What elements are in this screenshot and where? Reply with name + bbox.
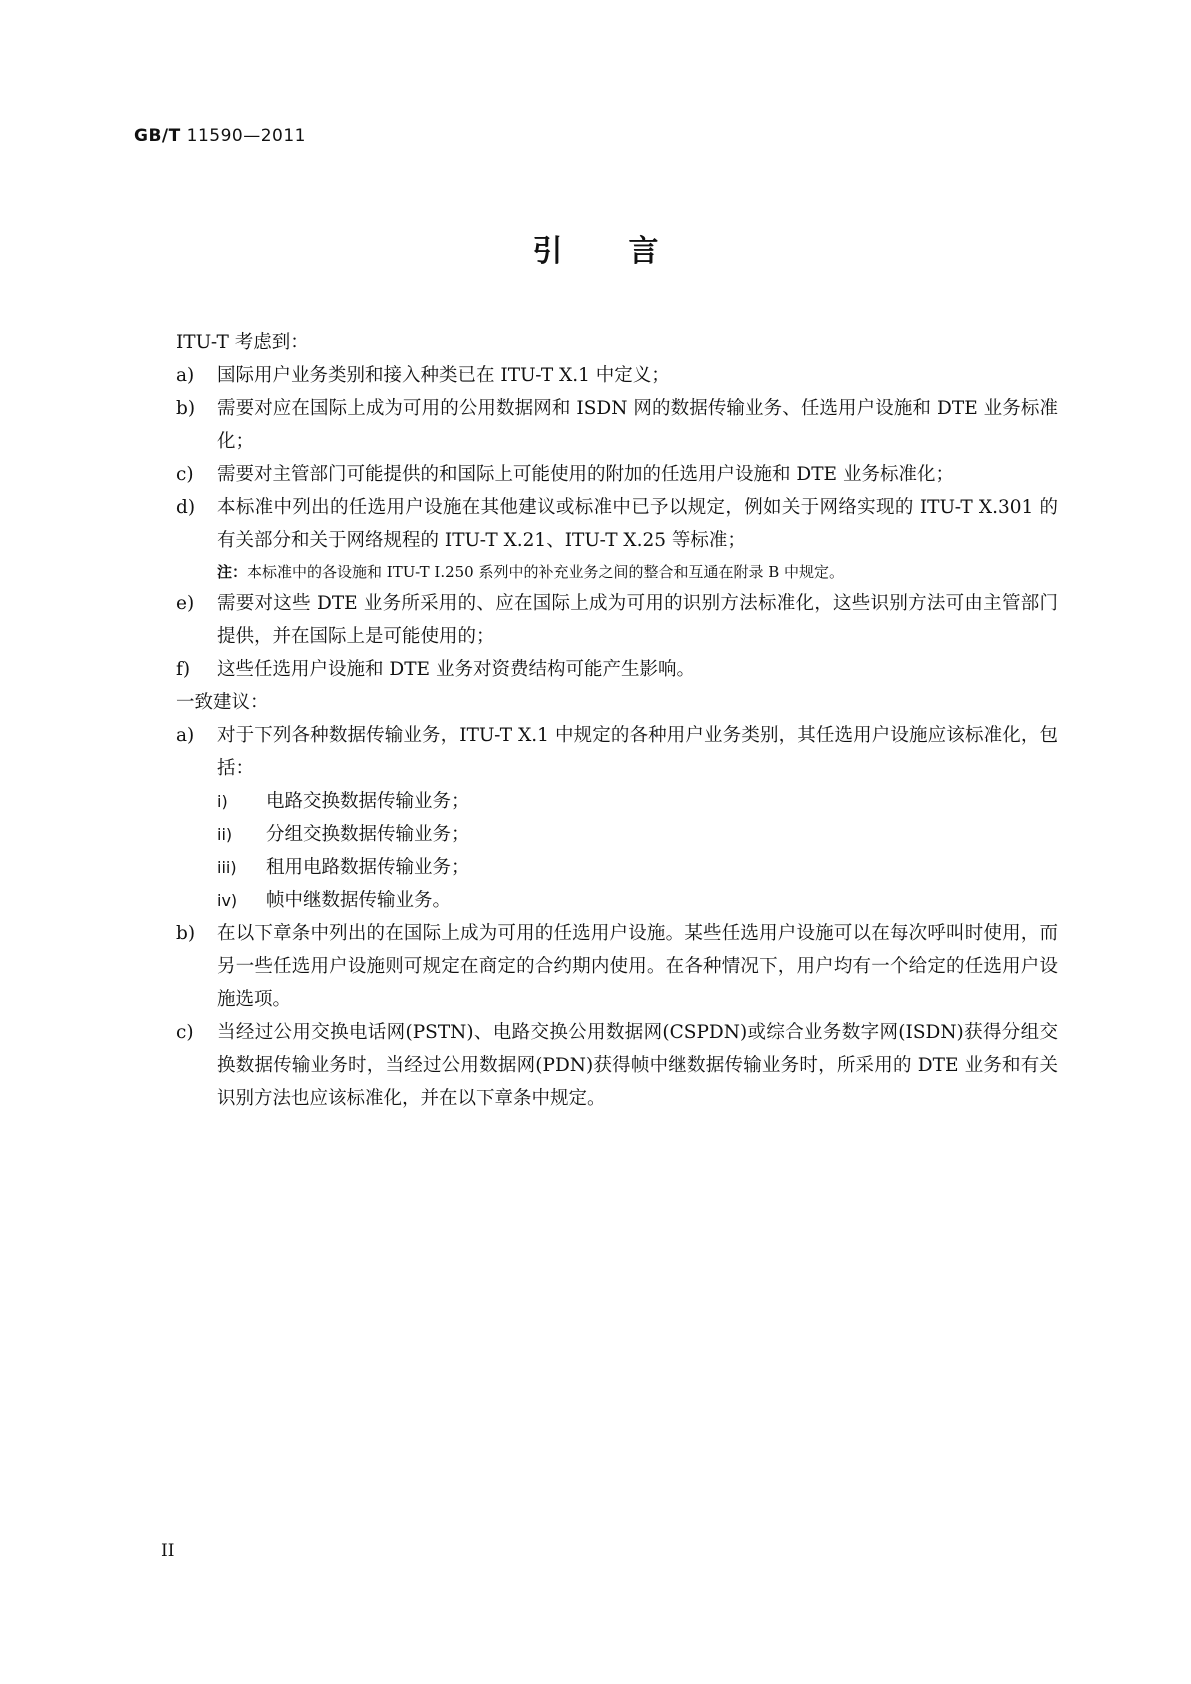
item-text: 当经过公用交换电话网(PSTN)、电路交换公用数据网(CSPDN)或综合业务数字网(ISDN)获得分组交换数据传输业务时，当经过公用数据网(PDN)获得帧中继数据传输业务时，所采用的 DTE 业务和有关识别方法也应该标准化，并在以下章条中规定。 <box>217 1022 1058 1109</box>
sub-item-text: 分组交换数据传输业务； <box>266 824 470 845</box>
recommends-heading: 一致建议： <box>176 692 269 713</box>
standard-prefix: GB/T <box>134 126 181 146</box>
standard-number <box>134 126 306 146</box>
item-text: 在以下章条中列出的在国际上成为可用的任选用户设施。某些任选用户设施可以在每次呼叫时使用，而另一些任选用户设施则可规定在商定的合约期内使用。在各种情况下，用户均有一个给定的任选用户设施选项。 <box>217 923 1058 1010</box>
considering-item <box>176 458 1058 491</box>
item-text: 本标准中列出的任选用户设施在其他建议或标准中已予以规定，例如关于网络实现的 ITU-T X.301 的有关部分和关于网络规程的 ITU-T X.21、ITU-T X.25 等标准； <box>217 497 1058 551</box>
sub-item-label: iv) <box>217 891 238 910</box>
item-text: 国际用户业务类别和接入种类已在 ITU-T X.1 中定义； <box>217 365 670 386</box>
item-label: f) <box>176 659 191 680</box>
sub-item-text: 帧中继数据传输业务。 <box>266 890 452 911</box>
sub-item-label: iii) <box>217 858 237 877</box>
item-label: d) <box>176 497 196 518</box>
note <box>176 557 1058 587</box>
considering-item <box>176 491 1058 557</box>
recommends-item <box>176 1016 1058 1115</box>
recommends-item <box>176 917 1058 1016</box>
item-label: b) <box>176 923 196 944</box>
note-label: 注： <box>217 563 248 581</box>
sub-item <box>176 785 1058 818</box>
item-label: e) <box>176 593 195 614</box>
considering-item <box>176 392 1058 458</box>
sub-item <box>176 818 1058 851</box>
item-text: 需要对这些 DTE 业务所采用的、应在国际上成为可用的识别方法标准化，这些识别方法可由主管部门提供，并在国际上是可能使用的； <box>217 593 1058 647</box>
standard-code: 11590—2011 <box>186 126 306 146</box>
sub-item-text: 电路交换数据传输业务； <box>266 791 470 812</box>
item-text: 这些任选用户设施和 DTE 业务对资费结构可能产生影响。 <box>217 659 695 680</box>
item-text: 需要对应在国际上成为可用的公用数据网和 ISDN 网的数据传输业务、任选用户设施和 DTE 业务标准化； <box>217 398 1058 452</box>
title-char-2: 言 <box>628 234 659 269</box>
title-char-1: 引 <box>532 234 563 269</box>
item-label: c) <box>176 1022 194 1043</box>
item-text: 对于下列各种数据传输业务，ITU-T X.1 中规定的各种用户业务类别，其任选用户设施应该标准化，包括： <box>217 725 1058 779</box>
considering-item <box>176 587 1058 653</box>
page-title <box>0 226 1191 270</box>
considering-item <box>176 359 1058 392</box>
item-label: c) <box>176 464 194 485</box>
item-label: a) <box>176 725 195 746</box>
sub-item-label: i) <box>217 792 228 811</box>
sub-item <box>176 851 1058 884</box>
considering-heading: ITU-T 考虑到： <box>176 332 309 353</box>
considering-item <box>176 653 1058 686</box>
recommends-item <box>176 719 1058 785</box>
page-number: II <box>161 1541 175 1561</box>
sub-item <box>176 884 1058 917</box>
item-text: 需要对主管部门可能提供的和国际上可能使用的附加的任选用户设施和 DTE 业务标准化； <box>217 464 954 485</box>
item-label: a) <box>176 365 195 386</box>
item-label: b) <box>176 398 196 419</box>
sub-item-label: ii) <box>217 825 233 844</box>
introduction-body <box>176 326 1058 1115</box>
sub-item-text: 租用电路数据传输业务； <box>266 857 470 878</box>
note-text: 本标准中的各设施和 ITU-T I.250 系列中的补充业务之间的整合和互通在附录 B 中规定。 <box>247 563 845 581</box>
